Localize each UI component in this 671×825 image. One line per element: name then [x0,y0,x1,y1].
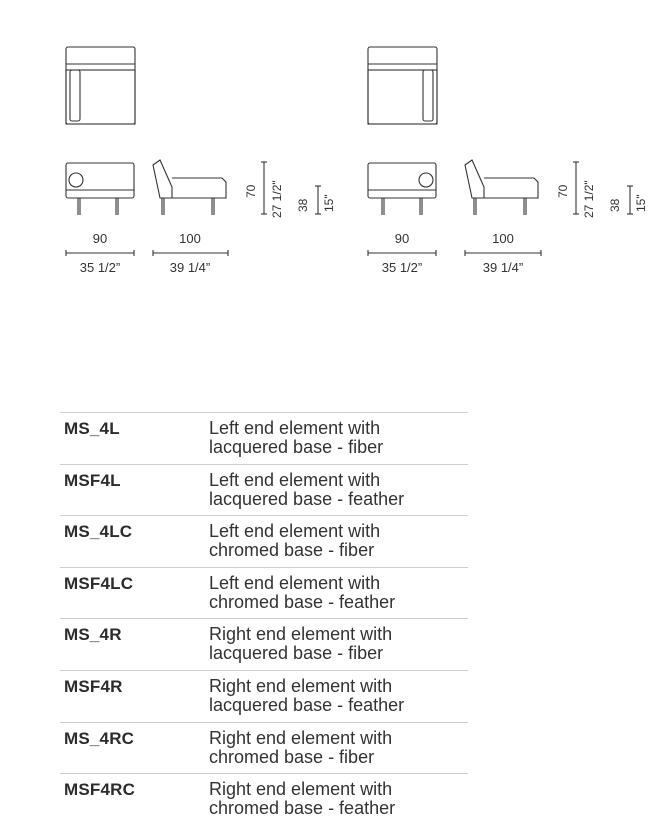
left-front-view-drawing [66,163,134,215]
description-line: chromed base - feather [209,798,396,819]
left-side-view-drawing [153,160,226,215]
description-line: Left end element with [209,572,381,593]
product-code: MS_4RC [64,728,135,748]
product-description [209,419,467,457]
description-line: Right end element with [209,675,393,696]
right-seat-in: 15" [634,194,648,212]
description-line: Right end element with [209,779,393,800]
product-code: MS_4R [64,625,122,645]
left-seat-cm: 38 [296,198,310,212]
product-description [209,625,467,663]
table-row [60,567,468,619]
product-code: MS_4LC [64,522,133,542]
right-depth-cm: 100 [492,231,514,246]
table-row [60,618,468,670]
table-row [60,670,468,722]
description-line: Right end element with [209,727,393,748]
right-seat-cm: 38 [608,198,622,212]
product-description [209,677,467,715]
left-depth-in: 39 1/4” [169,260,211,275]
table-row [60,412,468,464]
right-height-cm: 70 [556,184,570,198]
product-description [209,780,467,818]
product-code: MS_4L [64,419,120,438]
product-code: MSF4RC [64,780,136,800]
product-code: MSF4L [64,470,121,490]
product-description [209,522,467,560]
description-line: chromed base - fiber [209,746,375,767]
right-width-cm: 90 [394,231,410,246]
description-line: lacquered base - fiber [209,643,384,664]
description-line: Left end element with [209,418,381,438]
product-code: MSF4LC [64,573,134,593]
left-height-cm: 70 [244,184,258,198]
left-depth-cm: 100 [179,231,201,246]
description-line: lacquered base - feather [209,488,405,509]
description-line: lacquered base - fiber [209,437,384,457]
right-width-in: 35 1/2” [381,260,423,275]
product-code-table [60,412,468,825]
description-line: Left end element with [209,521,381,542]
product-description [209,471,467,509]
right-height-in: 27 1/2" [582,180,596,218]
table-row [60,515,468,567]
sofa-drawings-svg [0,0,671,300]
product-code: MSF4R [64,676,123,696]
right-depth-in: 39 1/4” [482,260,524,275]
left-width-in: 35 1/2” [79,260,121,275]
technical-drawings [0,0,671,300]
right-front-view-drawing [368,163,436,215]
description-line: chromed base - feather [209,591,396,612]
right-side-view-drawing [465,160,538,215]
right-top-view-drawing [368,47,437,124]
table-row [60,722,468,774]
product-description [209,729,467,767]
product-description [209,574,467,612]
left-seat-in: 15" [322,194,336,212]
description-line: lacquered base - feather [209,694,405,715]
left-height-in: 27 1/2" [270,180,284,218]
description-line: Right end element with [209,624,393,645]
description-line: chromed base - fiber [209,540,375,561]
description-line: Left end element with [209,469,381,490]
left-top-view-drawing [66,47,135,124]
left-width-cm: 90 [92,231,108,246]
table-row [60,773,468,825]
table-row [60,464,468,516]
